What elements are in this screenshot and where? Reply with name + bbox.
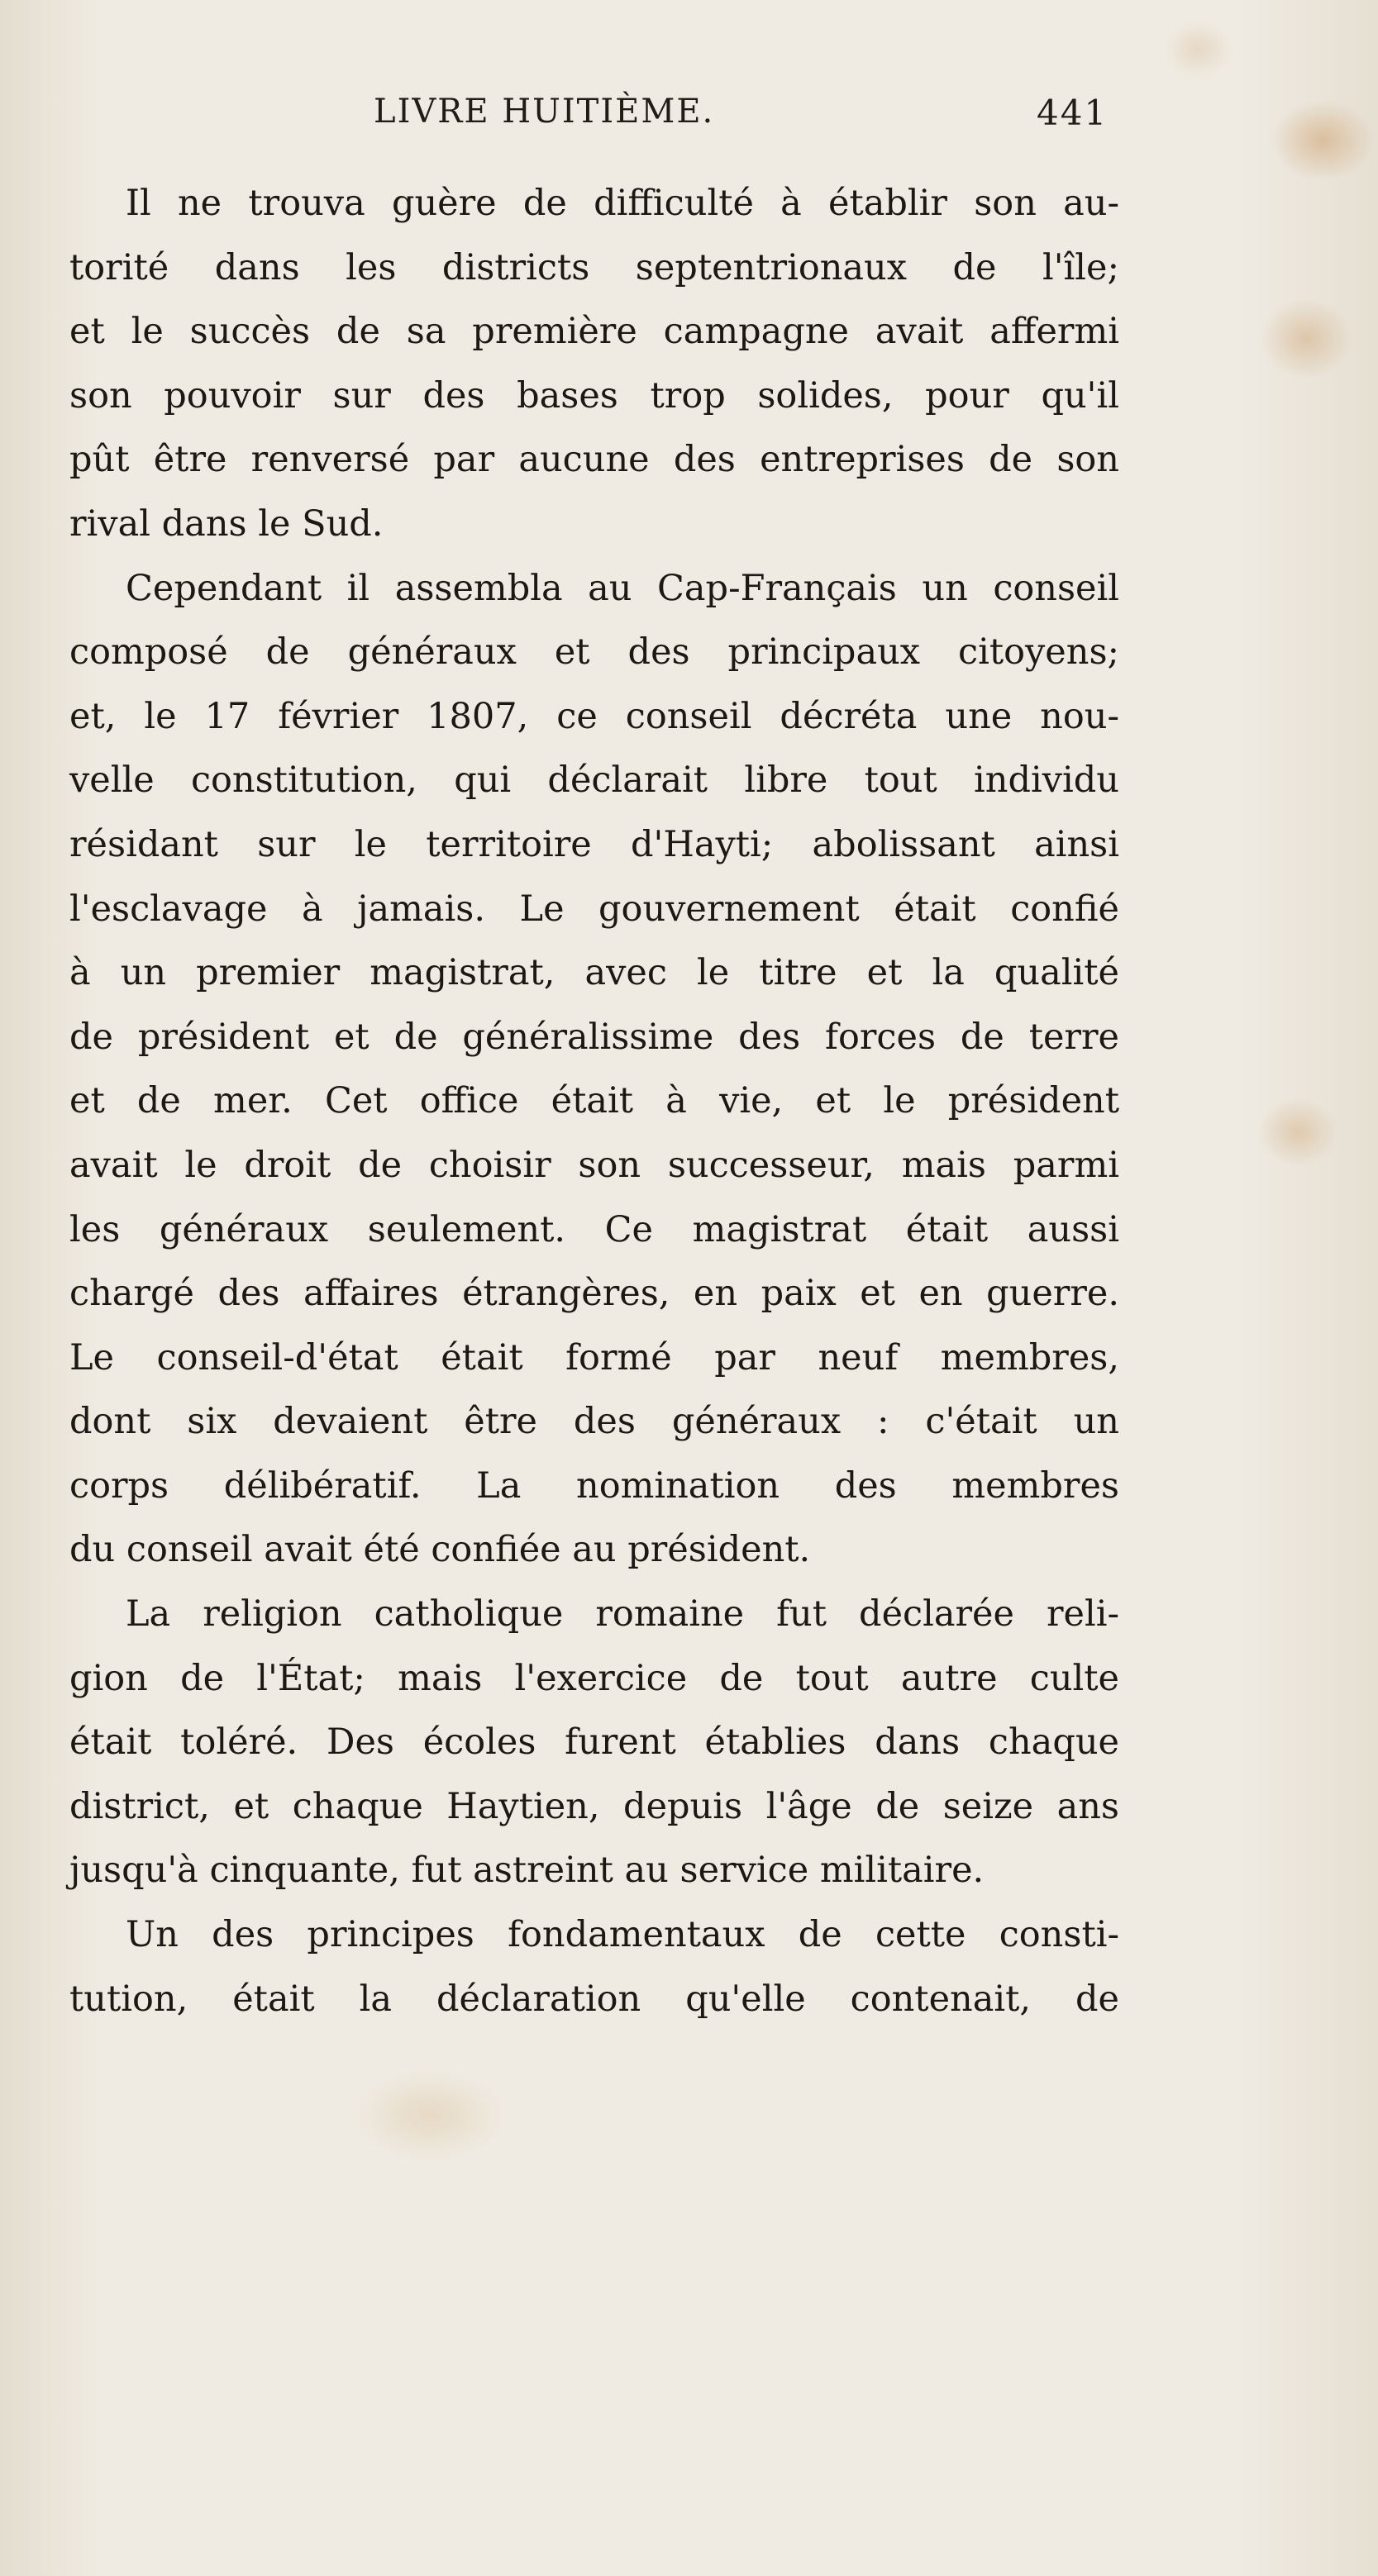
paragraph-3 xyxy=(69,1583,1119,1903)
text-line: l'esclavage à jamais. Le gouvernement était confié xyxy=(69,888,1119,930)
text-line: velle constitution, qui déclarait libre tout individu xyxy=(69,759,1119,802)
paragraph-4 xyxy=(69,1903,1119,2031)
paragraph-2 xyxy=(69,557,1119,1583)
running-head xyxy=(374,93,1118,142)
text-line: de président et de généralissime des forces de terre xyxy=(69,1016,1119,1058)
text-line: et de mer. Cet office était à vie, et le président xyxy=(69,1080,1119,1122)
text-line: rival dans le Sud. xyxy=(69,502,384,545)
text-line: du conseil avait été confiée au président. xyxy=(69,1529,811,1571)
text-line: La religion catholique romaine fut déclarée reli- xyxy=(126,1593,1119,1636)
text-line: torité dans les districts septentrionaux de l'île; xyxy=(69,246,1119,288)
text-line: jusqu'à cinquante, fut astreint au service militaire. xyxy=(69,1850,985,1892)
text-line: à un premier magistrat, avec le titre et la qualité xyxy=(69,952,1119,994)
text-line: résidant sur le territoire d'Hayti; abolissant ainsi xyxy=(69,823,1119,865)
text-line: pût être renversé par aucune des entreprises de son xyxy=(69,439,1119,481)
text-line: chargé des affaires étrangères, en paix et en guerre. xyxy=(69,1273,1119,1315)
body-text xyxy=(69,172,1119,2031)
text-line: avait le droit de choisir son successeur, mais parmi xyxy=(69,1144,1119,1186)
page-number: 441 xyxy=(1037,93,1109,133)
text-line: district, et chaque Haytien, depuis l'âge de seize ans xyxy=(69,1785,1119,1827)
text-line: Le conseil-d'état était formé par neuf membres, xyxy=(69,1336,1119,1378)
text-line: dont six devaient être des généraux : c'était un xyxy=(69,1401,1119,1443)
text-line: composé de généraux et des principaux citoyens; xyxy=(69,631,1119,674)
running-title: LIVRE HUITIÈME. xyxy=(374,93,715,131)
text-line: Cependant il assembla au Cap-Français un conseil xyxy=(126,567,1119,609)
text-line: gion de l'État; mais l'exercice de tout autre culte xyxy=(69,1657,1119,1699)
text-line: Un des principes fondamentaux de cette consti- xyxy=(126,1914,1119,1956)
text-line: son pouvoir sur des bases trop solides, pour qu'il xyxy=(69,374,1119,417)
text-line: tution, était la déclaration qu'elle contenait, de xyxy=(69,1978,1119,2020)
text-line: Il ne trouva guère de difficulté à établir son au- xyxy=(126,183,1119,224)
paragraph-1 xyxy=(69,172,1119,557)
text-line: et le succès de sa première campagne avait affermi xyxy=(69,311,1119,353)
text-line: les généraux seulement. Ce magistrat était aussi xyxy=(69,1208,1119,1250)
text-line: était toléré. Des écoles furent établies dans chaque xyxy=(69,1721,1119,1764)
text-line: corps délibératif. La nomination des membres xyxy=(69,1464,1119,1507)
text-line: et, le 17 février 1807, ce conseil décréta une nou- xyxy=(69,695,1119,737)
